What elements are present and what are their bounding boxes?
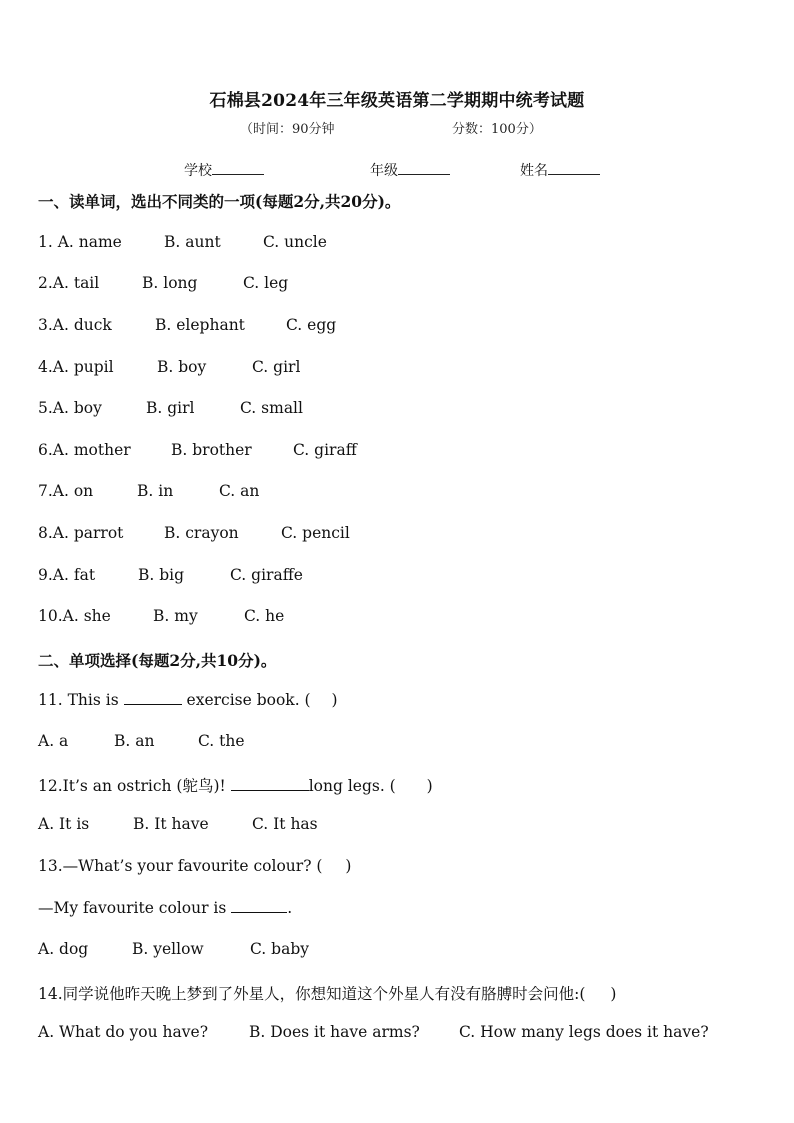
exam-score: 分数：100分） <box>452 122 542 137</box>
question-12-post: long legs. ( <box>308 777 396 795</box>
question-6-b: B. brother <box>171 441 252 459</box>
question-14-text: 14.同学说他昨天晚上梦到了外星人，你想知道这个外星人有没有胳膊时会问他:( <box>38 985 586 1003</box>
school-label: 学校 <box>184 163 212 179</box>
name-label: 姓名 <box>520 163 548 179</box>
grade-field <box>370 160 450 180</box>
question-3-b: B. elephant <box>155 316 245 334</box>
question-1-c: C. uncle <box>263 233 327 251</box>
question-6-a: 6.A. mother <box>38 441 131 459</box>
question-14-option-b: B. Does it have arms? <box>249 1023 420 1041</box>
question-11-post: exercise book. ( <box>186 691 311 709</box>
page-title: 石棉县2024年三年级英语第二学期期中统考试题 <box>209 91 585 111</box>
question-8-a: 8.A. parrot <box>38 524 124 542</box>
question-5-b: B. girl <box>146 399 195 417</box>
question-13-stem <box>38 857 351 875</box>
question-11-option-a: A. a <box>38 732 69 750</box>
question-7-a: 7.A. on <box>38 482 94 500</box>
question-2-c: C. leg <box>243 274 289 292</box>
school-field <box>184 160 264 180</box>
question-14-end: ) <box>610 985 617 1003</box>
question-5-c: C. small <box>240 399 303 417</box>
question-9-a: 9.A. fat <box>38 566 96 584</box>
question-13-line2: —My favourite colour is <box>38 899 227 917</box>
name-blank[interactable] <box>548 160 600 175</box>
question-13-option-a: A. dog <box>38 940 89 958</box>
question-3-c: C. egg <box>286 316 337 334</box>
question-2-b: B. long <box>142 274 198 292</box>
question-13-reply <box>38 898 292 917</box>
question-14-stem <box>38 982 616 1004</box>
question-8-c: C. pencil <box>281 524 350 542</box>
question-6-c: C. giraff <box>293 441 357 459</box>
question-13-option-b: B. yellow <box>132 940 204 958</box>
question-4-c: C. girl <box>252 358 301 376</box>
question-2-a: 2.A. tail <box>38 274 100 292</box>
question-11-pre: 11. This is <box>38 691 119 709</box>
question-4-a: 4.A. pupil <box>38 358 114 376</box>
question-13-line1: 13.—What’s your favourite colour? ( <box>38 857 323 875</box>
question-13-end: ) <box>345 857 352 875</box>
question-7-b: B. in <box>137 482 174 500</box>
question-12-blank[interactable] <box>231 776 309 791</box>
question-8-b: B. crayon <box>164 524 239 542</box>
question-10-b: B. my <box>153 607 198 625</box>
question-3-a: 3.A. duck <box>38 316 112 334</box>
school-blank[interactable] <box>212 160 264 175</box>
section1-title: 一、读单词，选出不同类的一项(每题2分,共20分)。 <box>38 192 401 211</box>
grade-blank[interactable] <box>398 160 450 175</box>
question-11-stem <box>38 690 338 709</box>
exam-time: （时间：90分钟 <box>240 122 335 137</box>
name-field <box>520 160 600 180</box>
grade-label: 年级 <box>370 163 398 179</box>
question-13-option-c: C. baby <box>250 940 310 958</box>
question-11-end: ) <box>331 691 338 709</box>
question-11-blank[interactable] <box>124 690 182 705</box>
question-12-pre: 12.It’s an ostrich (鸵鸟)! <box>38 777 226 795</box>
question-12-option-c: C. It has <box>252 815 318 833</box>
question-5-a: 5.A. boy <box>38 399 102 417</box>
question-14-option-a: A. What do you have? <box>38 1023 209 1041</box>
question-11-option-c: C. the <box>198 732 245 750</box>
question-9-c: C. giraffe <box>230 566 303 584</box>
question-14-option-c: C. How many legs does it have? <box>459 1023 709 1041</box>
question-13-blank[interactable] <box>231 898 287 913</box>
question-12-option-a: A. It is <box>38 815 90 833</box>
question-13-dot: . <box>287 899 293 917</box>
question-12-option-b: B. It have <box>133 815 209 833</box>
question-12-stem <box>38 774 433 796</box>
section2-title: 二、单项选择(每题2分,共10分)。 <box>38 651 277 670</box>
question-10-a: 10.A. she <box>38 607 111 625</box>
question-12-end: ) <box>426 777 433 795</box>
question-10-c: C. he <box>244 607 285 625</box>
question-9-b: B. big <box>138 566 185 584</box>
question-11-option-b: B. an <box>114 732 155 750</box>
question-1-a: 1. A. name <box>38 233 122 251</box>
question-1-b: B. aunt <box>164 233 221 251</box>
question-7-c: C. an <box>219 482 260 500</box>
question-4-b: B. boy <box>157 358 207 376</box>
